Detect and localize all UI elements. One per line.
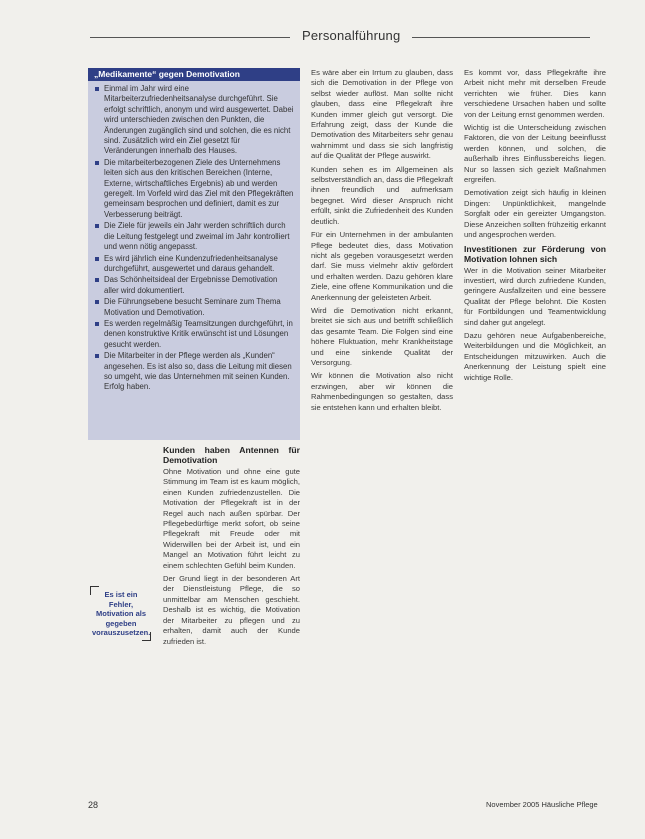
paragraph: Wichtig ist die Unterscheidung zwischen Faktoren, die von der Leitung beeinflusst werden können, und solchen, die außerhalb ihres Einflussbereichs liegen. Nur so lassen sich gezielt Maßnahmen ergreifen. (464, 123, 606, 185)
subheading: Investitionen zur Förderung von Motivation lohnen sich (464, 243, 606, 264)
paragraph: Dazu gehören neue Aufgabenbereiche, Weiterbildungen und die Möglichkeit, an Entscheidungen mitzuwirken. Auch die Anerkennung der Leistung spielt eine wichtige Rolle. (464, 330, 606, 382)
header-rule-left (90, 37, 290, 38)
paragraph: Es kommt vor, dass Pflegekräfte ihre Arbeit nicht mehr mit derselben Freude verrichten wie früher. Dies kann verschiedene Ursachen haben und sollte von der Leitung ernst genommen werden. (464, 68, 606, 119)
quote-corner-bottom-right (142, 632, 151, 641)
header-rule-right (412, 37, 590, 38)
info-box-title: „Medikamente“ gegen Demotivation (94, 69, 240, 79)
paragraph: Es wäre aber ein Irrtum zu glauben, dass sich die Demotivation in der Pflege von selbst wieder auflöst. Man sollte nicht glauben, dass eine Pflegekraft ihre Kunden immer gleich gut versorgt. Die Erfahrung zeigt, dass der Kunde die Demotivation des Mitarbeiters sehr genau wahrnimmt und dass sie sich langfristig auf die Qualität der Pflege auswirkt. (311, 68, 453, 161)
info-box-header (88, 68, 300, 81)
info-box-item: Die Ziele für jeweils ein Jahr werden schriftlich durch die Leitung festgelegt und zweimal im Jahr kontrolliert und wenn nötig angepasst. (104, 221, 294, 252)
pull-quote (90, 586, 150, 638)
paragraph: Kunden sehen es im Allgemeinen als selbstverständlich an, dass die Pflegekraft ihnen freundlich und aufmerksam begegnet. Wird dieser Anspruch nicht erfüllt, sinkt die Zufriedenheit des Kunden deutlich. (311, 164, 453, 226)
paragraph: Für ein Unternehmen in der ambulanten Pflege bedeutet dies, dass Motivation nicht als gegeben vorausgesetzt werden darf. Sie muss vielmehr aktiv gefördert und erhalten werden. Dazu gehören klare Ziele, eine offene Kommunikation und die Anerkennung der geleisteten Arbeit. (311, 230, 453, 302)
info-box-list (88, 84, 300, 394)
info-box (88, 68, 300, 440)
section-title: Personalführung (302, 28, 401, 43)
article-column-left-lower (163, 442, 300, 787)
paragraph: Ohne Motivation und ohne eine gute Stimmung im Team ist es kaum möglich, einen Kunden zufriedenzustellen. Die Motivation der Pflegekraft ist in der Regel auch nach außen spürbar. Der Pflegebedürftige merkt sofort, ob seine Pflegekraft mit Freude oder mit Widerwillen bei der Arbeit ist, und ein Mangel an Motivation führt leicht zu einem schlechten Gefühl beim Kunden. (163, 467, 300, 570)
article-column-middle (311, 68, 453, 788)
info-box-item: Die Führungsebene besucht Seminare zum Thema Motivation und Demotivation. (104, 297, 294, 318)
paragraph: Demotivation zeigt sich häufig in kleinen Dingen: Unpünktlichkeit, mangelnde Sorgfalt oder ein gereizter Umgangston. Diese Anzeichen sollten frühzeitig erkannt und angesprochen werden. (464, 188, 606, 240)
paragraph: Wer in die Motivation seiner Mitarbeiter investiert, wird durch zufriedene Kunden, geringere Ausfallzeiten und eine bessere Qualität der Pflege belohnt. Die Kosten für Fortbildungen und Teamentwicklung sind daher gut angelegt. (464, 265, 606, 327)
issue-label: November 2005 Häusliche Pflege (486, 800, 598, 809)
pull-quote-text: Es ist ein Fehler, Motivation als gegeben vorauszusetzen. (92, 590, 151, 637)
subheading: Kunden haben Antennen für Demotivation (163, 445, 300, 465)
info-box-item: Die mitarbeiterbezogenen Ziele des Unternehmens leiten sich aus den kritischen Bereichen (Interne, Externe, wirtschaftliches Ergebnis) ab und werden geregelt. Im Vorfeld wird das Ziel mit den Pflegekräften gemeinsam besprochen und definiert, damit es zur Verbesserung beiträgt. (104, 157, 294, 219)
info-box-item: Das Schönheitsideal der Ergebnisse Demotivation aller wird dokumentiert. (104, 275, 294, 296)
paragraph: Wir können die Motivation also nicht erzwingen, aber wir können die Rahmenbedingungen so gestalten, dass sie entstehen kann und erhalten bleibt. (311, 371, 453, 412)
info-box-item: Es wird jährlich eine Kundenzufriedenheitsanalyse durchgeführt, ausgewertet und daraus gehandelt. (104, 254, 294, 275)
page-number: 28 (88, 800, 99, 810)
info-box-item: Einmal im Jahr wird eine Mitarbeiterzufriedenheitsanalyse durchgeführt. Sie erfolgt schriftlich, anonym und wird ausgewertet. Dabei wird unterschieden zwischen den Punkten, die Änderungen zugänglich sind und solchen, die es nicht sind. Zusätzlich wird ein Ziel gesetzt für Veränderungen innerhalb des Hauses. (104, 84, 294, 156)
info-box-item: Es werden regelmäßig Teamsitzungen durchgeführt, in denen konstruktive Kritik erwünscht ist und Lösungen gesucht werden. (104, 318, 293, 349)
paragraph: Der Grund liegt in der besonderen Art der Dienstleistung Pflege, die so unmittelbar am Menschen geschieht. Deshalb ist es wichtig, die Motivation der Mitarbeiter zu pflegen und zu erhalten, damit auch der Kunde zufrieden ist. (163, 574, 300, 646)
paragraph: Wird die Demotivation nicht erkannt, breitet sie sich aus und betrifft schließlich das gesamte Team. Die Folgen sind eine höhere Fluktuation, mehr Krankheitstage und eine sinkende Qualität der Versorgung. (311, 305, 453, 367)
info-box-item: Die Mitarbeiter in der Pflege werden als „Kunden“ angesehen. Es ist also so, dass die Leitung mit diesen so umgeht, wie das Unternehmen mit seinen Kunden. Erfolg haben. (104, 351, 294, 393)
article-column-right (464, 68, 606, 788)
